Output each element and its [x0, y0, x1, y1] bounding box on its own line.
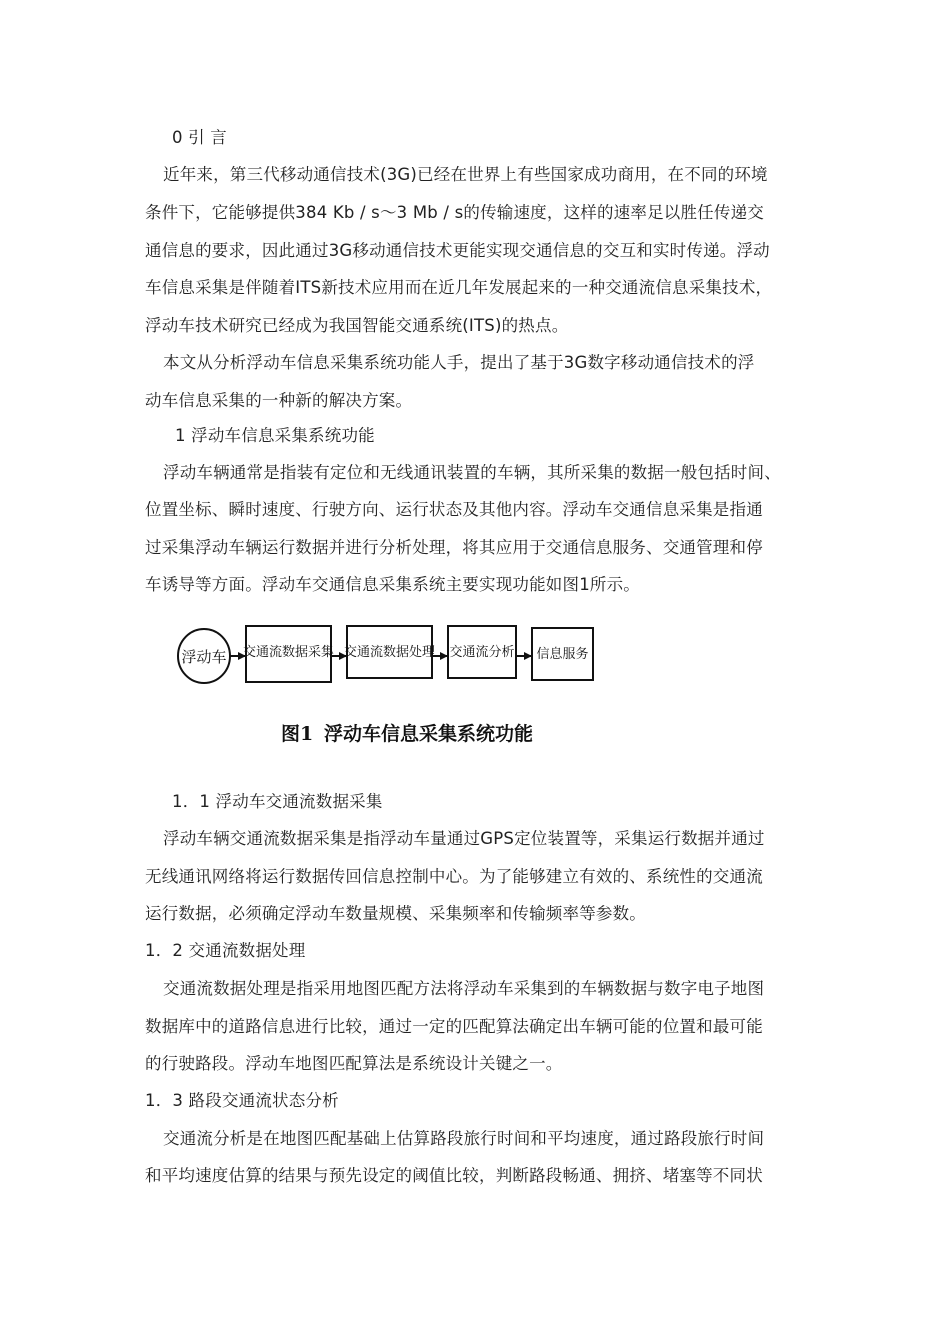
flow-node-data-processing-label: 交通流数据处理 — [343, 645, 436, 660]
paragraph-line: 过采集浮动车辆运行数据并进行分析处理，将其应用于交通信息服务、交通管理和停 — [145, 538, 763, 557]
paragraph-line: 和平均速度估算的结果与预先设定的阈值比较，判断路段畅通、拥挤、堵塞等不同状 — [145, 1166, 763, 1185]
paragraph-line: 近年来，第三代移动通信技术(3G)已经在世界上有些国家成功商用，在不同的环境 — [163, 165, 768, 184]
paragraph-line: 通信息的要求，因此通过3G移动通信技术更能实现交通信息的交互和实时传递。浮动 — [145, 241, 770, 260]
flow-node-floating-car-label: 浮动车 — [181, 648, 227, 666]
paragraph-line: 本文从分析浮动车信息采集系统功能人手，提出了基于3G数字移动通信技术的浮 — [163, 353, 755, 372]
section-heading-1-1: 1．1 浮动车交通流数据采集 — [172, 792, 383, 811]
paragraph-line: 的行驶路段。浮动车地图匹配算法是系统设计关键之一。 — [145, 1054, 563, 1073]
figure-caption-number: 图1 — [281, 723, 314, 745]
paragraph-line: 条件下，它能够提供384 Kb / s～3 Mb / s的传输速度，这样的速率足以胜任传递交 — [145, 203, 764, 222]
paragraph-line: 车信息采集是伴随着ITS新技术应用而在近几年发展起来的一种交通流信息采集技术， — [145, 278, 773, 297]
paragraph-line: 浮动车技术研究已经成为我国智能交通系统(ITS)的热点。 — [145, 316, 569, 335]
section-heading-1-3: 1．3 路段交通流状态分析 — [145, 1091, 339, 1110]
paragraph-line: 运行数据，必须确定浮动车数量规模、采集频率和传输频率等参数。 — [145, 904, 646, 923]
flowchart-svg — [175, 612, 605, 762]
section-heading-1-2: 1．2 交通流数据处理 — [145, 941, 306, 960]
paragraph-line: 交通流数据处理是指采用地图匹配方法将浮动车采集到的车辆数据与数字电子地图 — [163, 979, 765, 998]
paragraph-line: 位置坐标、瞬时速度、行驶方向、运行状态及其他内容。浮动车交通信息采集是指通 — [145, 500, 763, 519]
paragraph-line: 浮动车辆通常是指装有定位和无线通讯装置的车辆，其所采集的数据一般包括时间、 — [163, 463, 781, 482]
flow-node-flow-analysis-label: 交通流分析 — [449, 645, 515, 660]
section-heading-1: 1 浮动车信息采集系统功能 — [175, 426, 375, 445]
paragraph-line: 数据库中的道路信息进行比较，通过一定的匹配算法确定出车辆可能的位置和最可能 — [145, 1017, 763, 1036]
flow-node-info-service-label: 信息服务 — [536, 647, 589, 662]
flow-node-data-collection-label: 交通流数据采集 — [242, 645, 335, 660]
paragraph-line: 无线通讯网络将运行数据传回信息控制中心。为了能够建立有效的、系统性的交通流 — [145, 867, 763, 886]
paragraph-line: 浮动车辆交通流数据采集是指浮动车量通过GPS定位装置等，采集运行数据并通过 — [163, 829, 765, 848]
section-heading-introduction: 0 引 言 — [172, 128, 227, 147]
paragraph-line: 交通流分析是在地图匹配基础上估算路段旅行时间和平均速度，通过路段旅行时间 — [163, 1129, 765, 1148]
paragraph-line: 车诱导等方面。浮动车交通信息采集系统主要实现功能如图1所示。 — [145, 575, 640, 594]
figure-1-flowchart — [175, 612, 605, 762]
paragraph-line: 动车信息采集的一种新的解决方案。 — [145, 391, 413, 410]
figure-caption-text: 浮动车信息采集系统功能 — [324, 723, 534, 745]
